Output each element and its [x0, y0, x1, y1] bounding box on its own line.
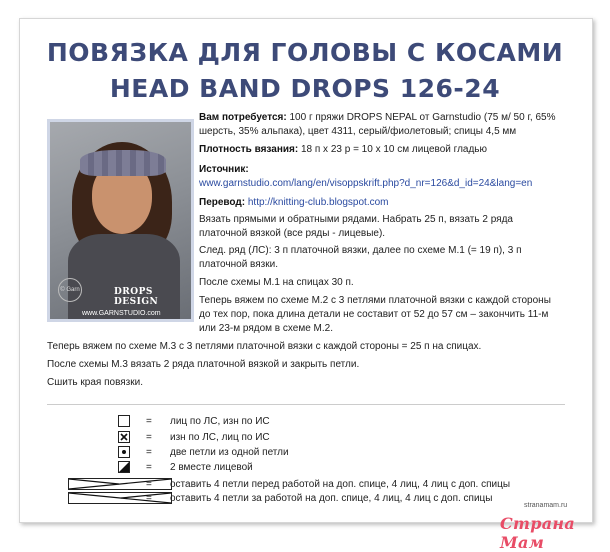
source-link[interactable]: www.garnstudio.com/lang/en/visoppskrift.php?d_nr=126&d_id=24&lang=en	[199, 178, 533, 189]
cable-front-icon	[68, 478, 172, 490]
legend-text: оставить 4 петли перед работой на доп. спице, 4 лиц, 4 лиц с доп. спицы	[170, 479, 511, 490]
x-square-icon	[118, 431, 130, 443]
title-english: HEAD BAND DROPS 126-24	[109, 74, 501, 103]
garnstudio-site: www.GARNSTUDIO.com	[82, 310, 161, 317]
legend-text: оставить 4 петли за работой на доп. спице, 4 лиц, 4 лиц с доп. спицы	[170, 493, 493, 504]
legend-text: 2 вместе лицевой	[170, 462, 253, 473]
instruction-5: Теперь вяжем по схеме М.3 с 3 петлями платочной вязки с каждой стороны = 25 п на спицах.	[47, 341, 482, 352]
translation	[199, 196, 569, 210]
triangle-square-icon	[118, 461, 130, 473]
copyright-stamp: © Garn	[58, 278, 82, 302]
photo-headband	[80, 150, 166, 176]
divider	[47, 404, 565, 405]
source-label: Источник:	[199, 164, 249, 175]
legend-text: изн по ЛС, лиц по ИС	[170, 432, 270, 443]
model-photo	[47, 119, 194, 322]
translation-label: Перевод:	[199, 197, 246, 208]
legend-text: лиц по ЛС, изн по ИС	[170, 416, 270, 427]
dot-square-icon	[118, 446, 130, 458]
title-russian: ПОВЯЗКА ДЛЯ ГОЛОВЫ С КОСАМИ	[46, 38, 564, 67]
materials-label: Вам потребуется:	[199, 112, 287, 123]
legend-row: = оставить 4 петли за работой на доп. спице, 4 лиц, 4 лиц с доп. спицы	[68, 492, 568, 506]
instruction-2: След. ряд (ЛС): 3 п платочной вязки, далее по схеме М.1 (= 19 п), 3 п платочной вязки.	[199, 245, 522, 270]
legend-text: две петли из одной петли	[170, 447, 289, 458]
photo-scarf	[68, 234, 180, 322]
gauge	[199, 143, 569, 157]
instruction-3: После схемы М.1 на спицах 30 п.	[199, 277, 354, 288]
watermark-site: stranamam.ru	[524, 502, 568, 509]
drops-design-logo: DROPS DESIGN	[114, 287, 159, 307]
instruction-6: После схемы М.3 вязать 2 ряда платочной вязкой и закрыть петли.	[47, 359, 360, 370]
gauge-label: Плотность вязания:	[199, 144, 299, 155]
instruction-4: Теперь вяжем по схеме М.2 с 3 петлями платочной вязки с каждой стороны до тех пор, пока длина детали не составит от 52 до 57 см – закончить 11-м или 23-м рядом в схеме М.2.	[199, 295, 551, 334]
materials-text: 100 г пряжи DROPS NEPAL от Garnstudio (75 м/ 50 г, 65% шерсть, 35% альпака), цвет 4311, серый/фиолетовый; спицы 4,5 мм	[199, 112, 556, 137]
instruction-7: Сшить края повязки.	[47, 377, 144, 388]
instruction-1: Вязать прямыми и обратными рядами. Набрать 25 п, вязать 2 ряда платочной вязкой (все ряды - лицевые).	[199, 214, 513, 239]
gauge-text: 18 п х 23 р = 10 х 10 см лицевой гладью	[298, 144, 488, 155]
legend-row: = оставить 4 петли перед работой на доп. спице, 4 лиц, 4 лиц с доп. спицы	[68, 478, 568, 492]
cable-back-icon	[68, 492, 172, 504]
watermark-brand: Страна Мам	[500, 514, 576, 552]
materials	[199, 111, 569, 139]
translation-link[interactable]: http://knitting-club.blogspot.com	[247, 197, 389, 208]
empty-square-icon	[118, 415, 130, 427]
